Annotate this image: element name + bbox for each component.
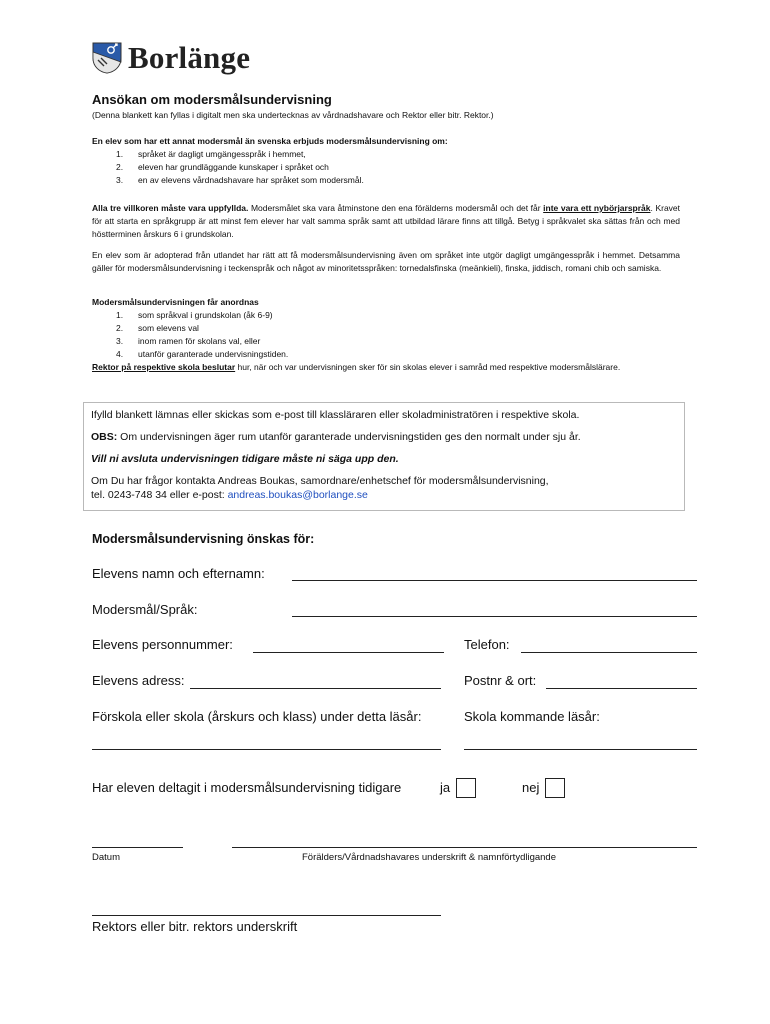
yes-label: ja xyxy=(440,780,451,795)
student-name-label: Elevens namn och efternamn: xyxy=(92,566,265,581)
personal-number-label: Elevens personnummer: xyxy=(92,637,233,652)
no-checkbox[interactable] xyxy=(545,778,565,798)
obs-note: OBS: Om undervisningen äger rum utanför garanterade undervisningstiden ges den normalt under sju år. xyxy=(91,431,581,443)
personal-number-field[interactable] xyxy=(253,652,444,653)
list-item: 2. eleven har grundläggande kunskaper i språket och xyxy=(116,162,329,172)
no-label: nej xyxy=(522,780,540,795)
borlange-logo xyxy=(92,40,250,76)
guardian-signature-label: Förälders/Vårdnadshavares underskrift & namnförtydligande xyxy=(302,852,556,863)
language-field[interactable] xyxy=(292,616,697,617)
intro-list xyxy=(92,148,682,187)
arranged-heading: Modersmålsundervisningen får anordnas xyxy=(92,297,259,307)
cancel-note: Vill ni avsluta undervisningen tidigare måste ni säga upp den. xyxy=(91,453,399,465)
list-item: 3. en av elevens vårdnadshavare har språket som modersmål. xyxy=(116,175,364,185)
address-field[interactable] xyxy=(190,688,441,689)
postal-label: Postnr & ort: xyxy=(464,673,537,688)
postal-field[interactable] xyxy=(546,688,697,689)
rector-signature-label: Rektors eller bitr. rektors underskrift xyxy=(92,919,298,934)
rector-note: Rektor på respektive skola beslutar hur, när och var undervisningen sker för sin skolas elever i samråd med respektive modersmålslärare. xyxy=(92,362,621,372)
student-name-field[interactable] xyxy=(292,580,697,581)
school-next-year-field[interactable] xyxy=(464,749,697,750)
date-field[interactable] xyxy=(92,847,183,848)
intro-heading: En elev som har ett annat modersmål än svenska erbjuds modersmålsundervisning om: xyxy=(92,136,448,146)
list-item: 3. inom ramen för skolans val, eller xyxy=(116,336,261,346)
form-subtitle: (Denna blankett kan fyllas i digitalt men ska undertecknas av vårdnadshavare och Rektor eller bitr. Rektor.) xyxy=(92,110,494,120)
previous-question-label: Har eleven deltagit i modersmålsundervisning tidigare xyxy=(92,780,402,795)
form-section-heading: Modersmålsundervisning önskas för: xyxy=(92,532,315,546)
guardian-signature-field[interactable] xyxy=(232,847,697,848)
school-this-year-field[interactable] xyxy=(92,749,441,750)
phone-label: Telefon: xyxy=(464,637,510,652)
yes-checkbox[interactable] xyxy=(456,778,476,798)
info-line: Ifylld blankett lämnas eller skickas som e-post till klassläraren eller skoladministratören i respektive skola. xyxy=(91,409,580,421)
address-label: Elevens adress: xyxy=(92,673,185,688)
contact-info: Om Du har frågor kontakta Andreas Boukas, samordnare/enhetschef för modersmålsundervisning, tel. 0243-748 34 eller e-post: andreas.boukas@borlange.se xyxy=(91,475,549,501)
conditions-paragraph: Alla tre villkoren måste vara uppfyllda. Modersmålet ska vara åtminstone den ena förälderns modersmål och det får inte vara ett nybörjarspråk. Kravet för att starta en språkgrupp är att minst fem elever har valt samma språk samt att utbildad lärare finns att tillgå. Betyg i språkvalet ska sättas från och med höstterminen årskurs 6 i grundskolan. xyxy=(92,203,681,239)
arranged-section xyxy=(92,296,680,374)
list-item: 1. språket är dagligt umgängesspråk i hemmet, xyxy=(116,149,306,159)
info-box xyxy=(83,402,685,511)
date-label: Datum xyxy=(92,852,120,863)
rector-signature-field[interactable] xyxy=(92,915,441,916)
logo-wordmark: Borlänge xyxy=(128,40,251,75)
language-label: Modersmål/Språk: xyxy=(92,602,198,617)
list-item: 2. som elevens val xyxy=(116,323,199,333)
phone-field[interactable] xyxy=(521,652,697,653)
school-next-year-label: Skola kommande läsår: xyxy=(464,709,600,724)
adopted-paragraph: En elev som är adopterad från utlandet har rätt att få modersmålsundervisning även om språket inte utgör dagligt umgängesspråk i hemmet. Detsamma gäller för modersmålsundervisning i teckenspråk och något av minoritetsspråken: tornedalsfinska (meänkieli), finska, jiddisch, romani chib och samiska. xyxy=(92,250,680,273)
school-this-year-label: Förskola eller skola (årskurs och klass) under detta läsår: xyxy=(92,709,422,724)
arranged-list xyxy=(92,309,680,361)
coat-of-arms-icon xyxy=(92,42,122,74)
list-item: 4. utanför garanterade undervisningstiden. xyxy=(116,349,289,359)
form-title: Ansökan om modersmålsundervisning xyxy=(92,92,332,107)
email-link[interactable]: andreas.boukas@borlange.se xyxy=(227,489,368,501)
list-item: 1. som språkval i grundskolan (åk 6-9) xyxy=(116,310,273,320)
intro-section xyxy=(92,135,682,187)
